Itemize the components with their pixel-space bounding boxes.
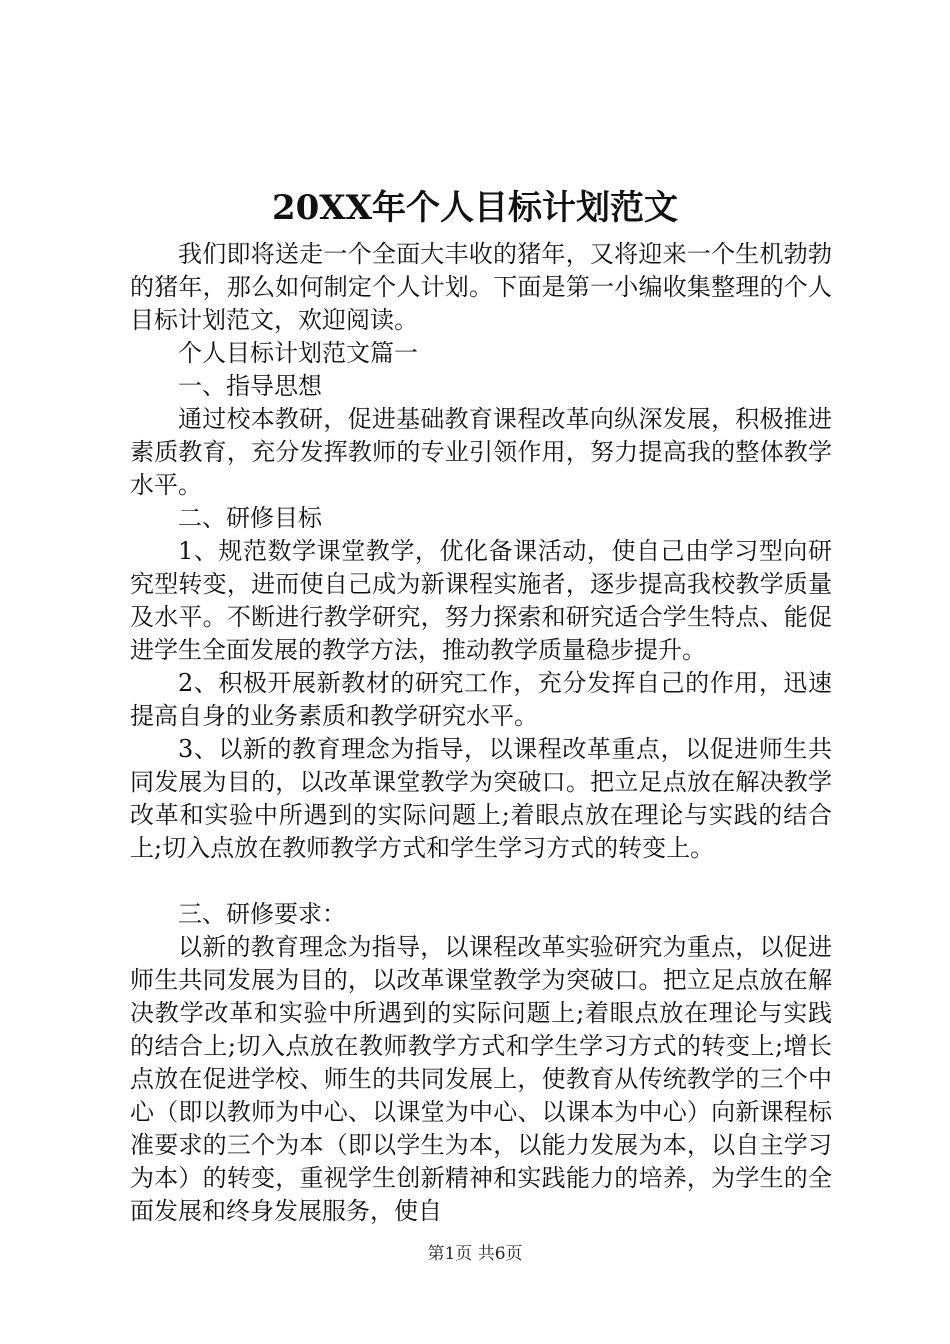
section-heading-study-requirements: 三、研修要求： <box>178 900 346 928</box>
paragraph-guiding-thought: 通过校本教研，促进基础教育课程改革向纵深发展，积极推进素质教育，充分发挥教师的专业引领作用，努力提高我的整体教学水平。 <box>130 405 832 499</box>
document-body <box>130 238 832 1228</box>
page-footer: 第1页 共6页 <box>427 1244 523 1264</box>
paragraph-requirements: 以新的教育理念为指导，以课程改革实验研究为重点，以促进师生共同发展为目的，以改革课堂教学为突破口。把立足点放在解决教学改革和实验中所遇到的实际问题上;着眼点放在理论与实践的结合上;切入点放在教师教学方式和学生学习方式的转变上;增长点放在促进学校、师生的共同发展上，使教育从传统教学的三个中心（即以教师为中心、以课堂为中心、以课本为中心）向新课程标准要求的三个为本（即以学生为本，以能力发展为本，以自主学习为本）的转变，重视学生创新精神和实践能力的培养，为学生的全面发展和终身发展服务，使自 <box>130 933 832 1225</box>
section-heading-article-one: 个人目标计划范文篇一 <box>178 339 418 367</box>
paragraph-goal-1: 1、规范数学课堂教学，优化备课活动，使自己由学习型向研究型转变，进而使自己成为新课程实施者，逐步提高我校教学质量及水平。不断进行教学研究，努力探索和研究适合学生特点、能促进学生全面发展的教学方法，推动教学质量稳步提升。 <box>130 537 832 664</box>
section-heading-guiding-thought: 一、指导思想 <box>178 372 322 400</box>
section-heading-study-goals: 二、研修目标 <box>178 504 322 532</box>
paragraph-goal-2: 2、积极开展新教材的研究工作，充分发挥自己的作用，迅速提高自身的业务素质和教学研究水平。 <box>130 669 832 730</box>
paragraph-goal-3: 3、以新的教育理念为指导，以课程改革重点，以促进师生共同发展为目的，以改革课堂教学为突破口。把立足点放在解决教学改革和实验中所遇到的实际问题上;着眼点放在理论与实践的结合上;切入点放在教师教学方式和学生学习方式的转变上。 <box>130 735 832 862</box>
paragraph-intro: 我们即将送走一个全面大丰收的猪年，又将迎来一个生机勃勃的猪年，那么如何制定个人计划。下面是第一小编收集整理的个人目标计划范文，欢迎阅读。 <box>130 240 832 334</box>
document-title: 20XX年个人目标计划范文 <box>271 188 679 228</box>
